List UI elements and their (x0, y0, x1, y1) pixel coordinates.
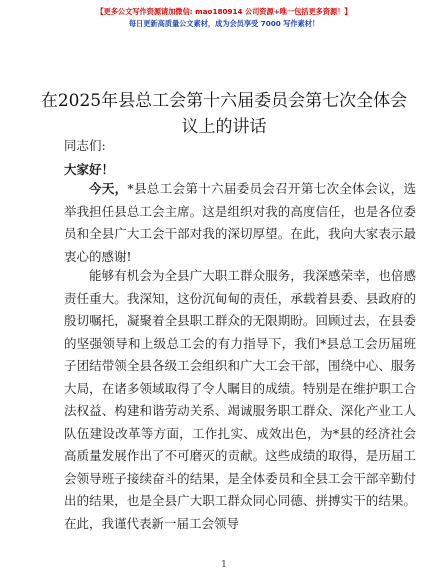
paragraph-1-lead: 今天， (89, 181, 128, 196)
page-number: 1 (221, 560, 227, 570)
paragraph-2-text: 能够有机会为全县广大职工群众服务，我深感荣幸，也倍感责任重大。我深知，这份沉甸甸的责任，承载着县委、县政府的殷切嘱托，凝聚着全县职工群众的无限期盼。回顾过去，在县委的坚强领导和上级总工会的有力指导下，我们*县总工会历届班子团结带领全县各级工会组织和广大工会干部，围绕中心、服务大局，在诸多领域取得了令人瞩目的成绩。特别是在维护职工合法权益、构建和谐劳动关系、竭诚服务职工群众、深化产业工人队伍建设改革等方面，工作扎实、成效出色，为*县的经济社会高质量发展作出了不可磨灭的贡献。这些成绩的取得，是历届工会领导班子接续奋斗的结果，是全体委员和全县工会干部辛勤付出的结果，也是全县广大职工群众同心同德、拼搏实干的结果。在此，我谨代表新一届工会领导 (64, 268, 416, 531)
promo-banner (0, 6, 448, 30)
paragraph-1-text: *县总工会第十六届委员会召开第七次全体会议，选举我担任县总工会主席。这是组织对我的高度信任，也是各位委员和全县广大工会干部对我的深切厚望。在此，我向大家表示最衷心的感谢! (64, 181, 416, 264)
salutation: 同志们: (64, 138, 106, 153)
paragraph-1 (64, 178, 416, 268)
greeting: 大家好！ (64, 162, 115, 177)
promo-line-1: 【更多公文写作资源请加微信: mao180914 公司资源+唯一包括更多资源！】 (96, 7, 352, 16)
promo-line-2: 每日更新高质量公文素材，成为会员享受 7000 写作素材！ (128, 19, 320, 28)
paragraph-2 (64, 265, 416, 535)
document-title: 在2025年县总工会第十六届委员会第七次全体会议上的讲话 (40, 91, 408, 137)
